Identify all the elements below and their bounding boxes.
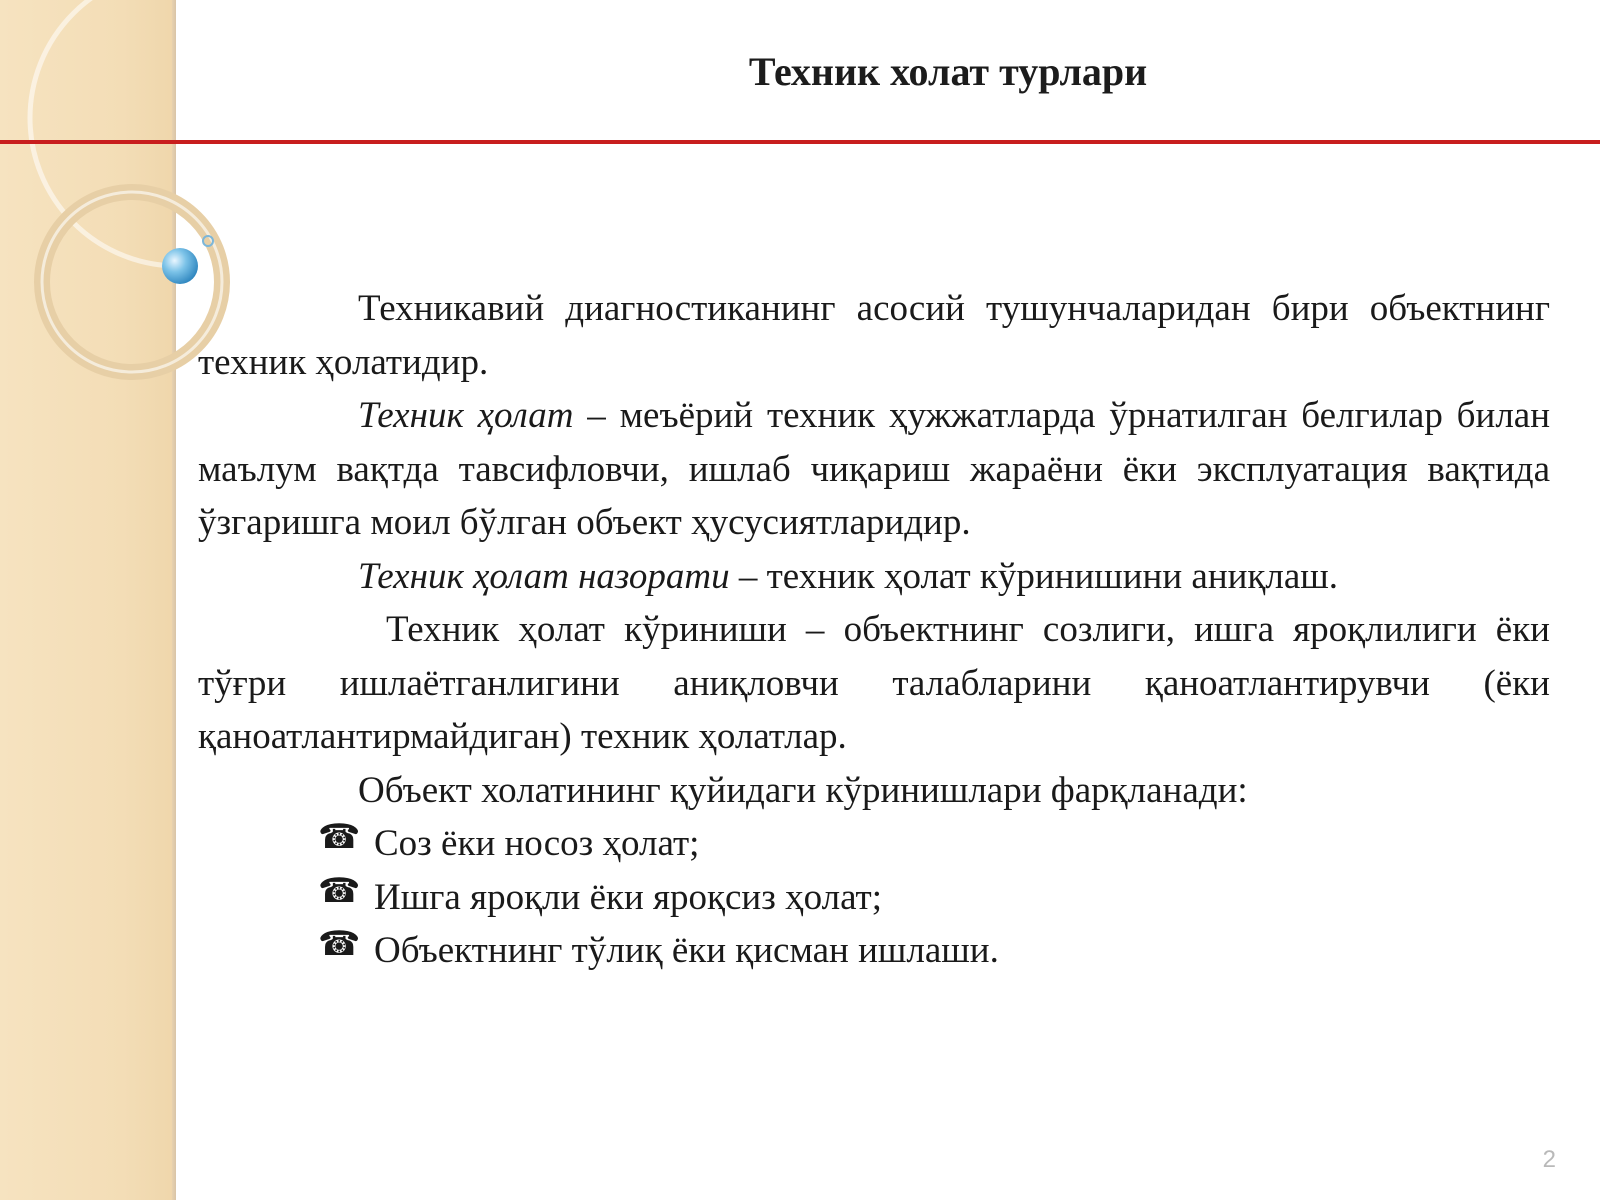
term-state-control: Техник ҳолат назорати <box>358 555 730 597</box>
medium-ring-highlight <box>42 192 222 372</box>
telephone-icon: ☎ <box>318 926 361 963</box>
paragraph-control <box>198 550 1550 604</box>
telephone-icon: ☎ <box>318 819 361 856</box>
paragraph-state-view: Техник ҳолат кўриниши – объектнинг созлиги, ишга яроқлилиги ёки тўғри ишлаётганлигини аниқловчи талабларини қаноатлантирувчи (ёки қаноатлантирмайдиган) техник ҳолатлар. <box>198 609 1550 757</box>
list-item-text: Объектнинг тўлиқ ёки қисман ишлаши. <box>374 930 999 971</box>
paragraph-definition <box>198 389 1550 550</box>
paragraph-kinds-intro: Объект холатининг қуйидаги кўринишлари фарқланади: <box>358 769 1248 811</box>
list-item <box>318 817 1550 871</box>
list-item-text: Соз ёки носоз ҳолат; <box>374 823 700 864</box>
state-kinds-list <box>198 817 1550 978</box>
blue-ball <box>162 248 198 284</box>
slide-body <box>198 282 1550 978</box>
paragraph-intro: Техникавий диагностиканинг асосий тушунчаларидан бири объектнинг техник ҳолатидир. <box>198 288 1550 383</box>
list-item-text: Ишга яроқли ёки яроқсиз ҳолат; <box>374 876 882 918</box>
list-item <box>318 924 1550 978</box>
definition-text: – меъёрий техник ҳужжатларда ўрнатилган белгилар билан маълум вақтда тавсифловчи, ишлаб чиқариш жараёни ёки эксплуатация вақтида ўзгаришга моил бўлган объект ҳусусиятларидир. <box>198 395 1550 543</box>
slide-title: Техник холат турлари <box>748 49 1148 94</box>
term-technical-state: Техник ҳолат <box>358 395 574 436</box>
control-text: – техник ҳолат кўринишини аниқлаш. <box>729 555 1339 597</box>
title-divider <box>0 140 1600 144</box>
telephone-icon: ☎ <box>318 872 361 910</box>
page-number: 2 <box>1542 1146 1556 1173</box>
list-item <box>318 871 1550 925</box>
